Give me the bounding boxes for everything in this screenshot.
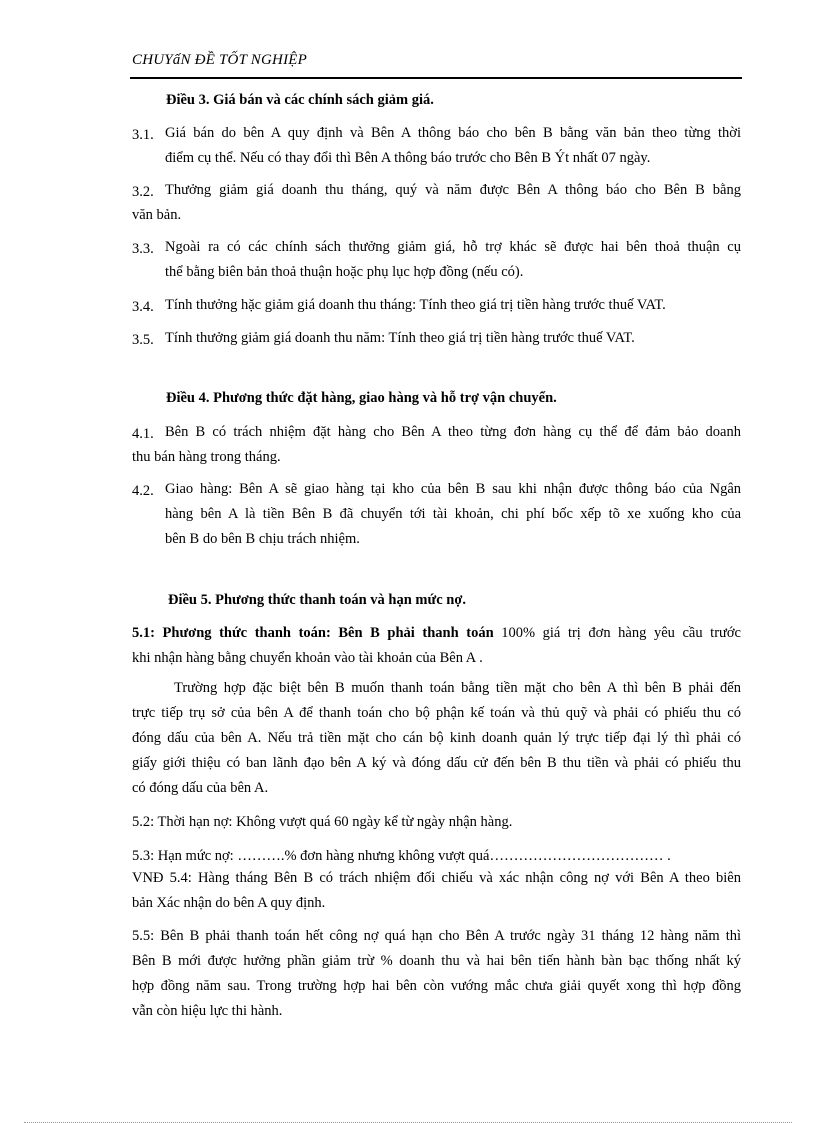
paragraph-5-4: VNĐ 5.4: Hàng tháng Bên B có trách nhiệm đối chiếu và xác nhận công nợ với Bên A theo biên (132, 870, 741, 886)
item-text: hàng bên A là tiền Bên B đã chuyển tới tài khoản, chi phí bốc xếp tõ xe xuống kho của (165, 506, 741, 522)
item-text: Giao hàng: Bên A sẽ giao hàng tại kho của bên B sau khi nhận được thông báo của Ngân (165, 481, 741, 497)
item-text: Thưởng giảm giá doanh thu tháng, quý và năm được Bên A thông báo cho Bên B bằng (165, 182, 741, 198)
item-number: 3.3. (132, 241, 154, 257)
item-text: Tính thưởng hặc giảm giá doanh thu tháng: Tính theo giá trị tiền hàng trước thuế VAT. (165, 297, 666, 313)
item-text: Tính thưởng giảm giá doanh thu năm: Tính theo giá trị tiền hàng trước thuế VAT. (165, 330, 635, 346)
special-case-text: giấy giới thiệu có ban lãnh đạo bên A ký và đóng dấu cử đến bên B thu tiền và phải có phiếu thu (132, 755, 741, 771)
item-text: Giá bán do bên A quy định và Bên A thông báo cho bên B bằng văn bản theo từng thời (165, 125, 741, 141)
paragraph-5-3: 5.3: Hạn mức nợ: ……….% đơn hàng nhưng không vượt quá……………………………… . (132, 848, 671, 864)
article-3-heading: Điều 3. Giá bán và các chính sách giảm giá. (166, 92, 434, 108)
paragraph-5-5: 5.5: Bên B phải thanh toán hết công nợ quá hạn cho Bên A trước ngày 31 tháng 12 hàng năm thì (132, 928, 741, 944)
paragraph-5-4: bản Xác nhận do bên A quy định. (132, 895, 326, 911)
item-text: thu bán hàng trong tháng. (132, 449, 281, 465)
special-case-text: trực tiếp trụ sở của bên A để thanh toán cho bộ phận kế toán và thủ quỹ và phải có phiếu thu có (132, 705, 741, 721)
paragraph-5-1 (132, 625, 741, 642)
paragraph-5-1-bold: 5.1: Phương thức thanh toán: Bên B phải thanh toán (132, 625, 494, 641)
special-case-text: có đóng dấu của bên A. (132, 780, 269, 796)
paragraph-5-1-line: khi nhận hàng bằng chuyển khoản vào tài khoản của Bên A . (132, 650, 483, 666)
item-text: thể bằng biên bản thoả thuận hoặc phụ lục hợp đồng (nếu có). (165, 264, 524, 280)
paragraph-5-2: 5.2: Thời hạn nợ: Không vượt quá 60 ngày kể từ ngày nhận hàng. (132, 814, 513, 830)
item-number: 3.2. (132, 184, 154, 200)
paragraph-5-5: hợp đồng năm sau. Trong trường hợp hai bên còn vướng mắc chưa giải quyết xong thì hợp đồng (132, 978, 741, 994)
item-text: văn bản. (132, 207, 182, 223)
item-number: 3.1. (132, 127, 154, 143)
item-text: điểm cụ thể. Nếu có thay đổi thì Bên A thông báo trước cho Bên B Ýt nhất 07 ngày. (165, 150, 651, 166)
paragraph-5-5: Bên B mới được hưởng phần giảm trừ % doanh thu và hai bên tiến hành bàn bạc thống nhất ký (132, 953, 741, 969)
article-5-heading: Điều 5. Phương thức thanh toán và hạn mức nợ. (168, 592, 466, 608)
item-text: Ngoài ra có các chính sách thưởng giảm giá, hỗ trợ khác sẽ được hai bên thoả thuận cụ (165, 239, 741, 255)
item-number: 3.4. (132, 299, 154, 315)
item-number: 4.1. (132, 426, 154, 442)
item-text: Bên B có trách nhiệm đặt hàng cho Bên A theo từng đơn hàng cụ thể để đảm bảo doanh (165, 424, 741, 440)
header-divider (130, 77, 742, 79)
item-number: 4.2. (132, 483, 154, 499)
special-case-text: đóng dấu của bên A. Nếu trả tiền mặt cho cán bộ kinh doanh quản lý trực tiếp đại lý thì phải có (132, 730, 741, 746)
article-4-heading: Điều 4. Phương thức đặt hàng, giao hàng và hỗ trợ vận chuyển. (166, 390, 557, 406)
item-number: 3.5. (132, 332, 154, 348)
item-text: bên B do bên B chịu trách nhiệm. (165, 531, 360, 547)
header-title: CHUYấN ĐỀ TỐT NGHIỆP (132, 52, 307, 68)
paragraph-5-5: vẫn còn hiệu lực thi hành. (132, 1003, 283, 1019)
paragraph-5-1-rest: 100% giá trị đơn hàng yêu cầu trước (493, 625, 741, 641)
special-case-text: Trường hợp đặc biệt bên B muốn thanh toán bằng tiền mặt cho bên A thì bên B phải đến (174, 680, 741, 696)
